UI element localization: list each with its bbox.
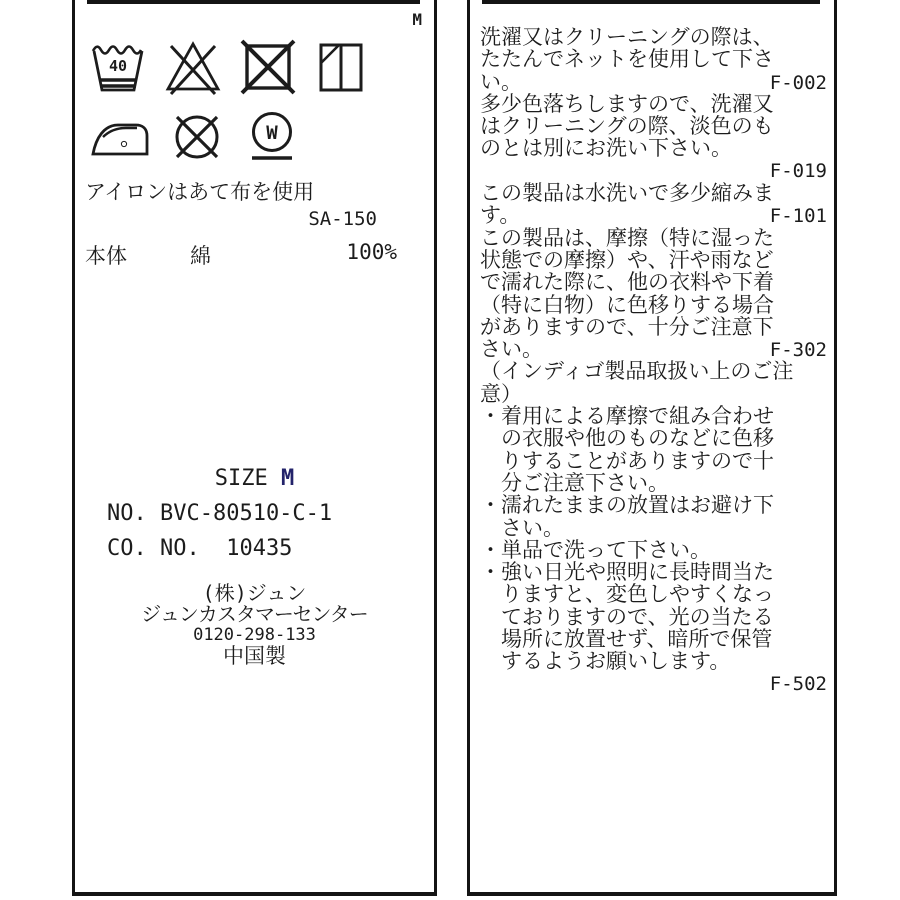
care-text-line <box>480 539 829 561</box>
care-text-line <box>480 71 829 93</box>
care-text-line <box>480 405 829 427</box>
line-text: 多少色落ちしますので、洗濯又 <box>480 91 774 116</box>
line-text: ・着用による摩擦で組み合わせ <box>480 404 774 429</box>
line-text: 場所に放置せず、暗所で保管 <box>480 627 773 652</box>
line-text: ・濡れたままの放置はお避け下 <box>480 493 774 518</box>
customer-phone: 0120-298-133 <box>193 625 316 645</box>
line-text: がありますので、十分ご注意下 <box>480 314 774 339</box>
care-symbols-row-2 <box>85 108 424 166</box>
care-text-line <box>480 316 829 338</box>
care-label-left-panel <box>72 0 437 896</box>
line-text: さい。 <box>480 337 543 362</box>
care-text-line <box>480 383 829 405</box>
care-text-line <box>480 494 829 516</box>
line-text: 状態での摩擦）や、汗や雨など <box>480 247 774 272</box>
care-text-line <box>480 650 829 672</box>
line-text: ・強い日光や照明に長時間当た <box>480 560 774 585</box>
line-text: で濡れた際に、他の衣料や下着 <box>480 270 774 295</box>
care-text-line <box>480 249 829 271</box>
line-text: （特に白物）に色移りする場合 <box>480 292 774 317</box>
fabric-composition-row <box>85 240 424 268</box>
wet-clean-gentle-icon <box>244 108 300 166</box>
line-dry-in-shade-icon <box>315 38 367 96</box>
company-block <box>85 583 424 667</box>
line-text: はクリーニングの際、淡色のも <box>480 114 774 139</box>
line-text: す。 <box>480 203 521 228</box>
product-number-line: NO. BVC-80510-C-1 <box>107 501 333 526</box>
line-text: たたんでネットを使用して下さ <box>480 47 774 72</box>
do-not-tumble-dry-icon <box>240 38 296 96</box>
line-text: りすることがありますので十 <box>480 448 774 473</box>
care-text-line <box>480 360 829 382</box>
care-text-line <box>480 271 829 293</box>
care-text-line <box>480 227 829 249</box>
line-text: 洗濯又はクリーニングの際は、 <box>480 25 774 49</box>
panel-top-border <box>482 0 820 4</box>
iron-low-icon <box>90 108 150 166</box>
care-text-line <box>480 673 829 695</box>
care-text-line <box>480 93 829 115</box>
care-text-line <box>480 204 829 226</box>
care-text-line <box>480 338 829 360</box>
composition-material: 綿 <box>190 244 211 268</box>
co-number-line: CO. NO. 10435 <box>107 536 293 561</box>
customer-center-name: ジュンカスタマーセンター <box>141 602 368 626</box>
size-label: SIZE <box>214 466 281 491</box>
line-code: F-019 <box>769 159 827 182</box>
line-text: この製品は水洗いで多少縮みま <box>480 181 774 206</box>
line-code: F-101 <box>769 205 827 228</box>
care-text-line <box>480 583 829 605</box>
care-instructions-text <box>470 0 834 695</box>
company-name: (株)ジュン <box>202 581 307 605</box>
care-text-line <box>480 628 829 650</box>
care-text-line <box>480 517 829 539</box>
care-text-line <box>480 606 829 628</box>
line-text: するようお願いします。 <box>480 649 731 674</box>
line-text: さい。 <box>480 515 564 540</box>
svg-text:40: 40 <box>108 57 128 75</box>
line-code: F-502 <box>769 672 827 695</box>
line-code: F-302 <box>769 339 827 362</box>
line-text: のとは別にお洗い下さい。 <box>480 136 732 161</box>
country-of-origin: 中国製 <box>223 644 286 668</box>
line-code: F-002 <box>769 71 827 94</box>
care-text-line <box>480 561 829 583</box>
care-label-right-panel <box>467 0 837 896</box>
line-text: の衣服や他のものなどに色移 <box>480 426 774 451</box>
composition-percent: 100% <box>346 240 397 264</box>
svg-text:W: W <box>266 122 278 144</box>
care-text-line <box>480 115 829 137</box>
do-not-bleach-icon <box>165 38 221 96</box>
size-tag-top: M <box>412 10 422 29</box>
care-symbols-row-1 <box>85 38 424 96</box>
care-text-line <box>480 137 829 159</box>
do-not-dry-clean-icon <box>169 108 225 166</box>
care-text-line <box>480 160 829 182</box>
iron-instruction-text: アイロンはあて布を使用 <box>85 180 315 204</box>
line-text: ておりますので、光の当たる <box>480 604 774 629</box>
line-text: 分ご注意下さい。 <box>480 470 669 495</box>
line-text: ・単品で洗って下さい。 <box>480 537 711 562</box>
line-text: この製品は、摩擦（特に湿った <box>480 225 774 250</box>
size-value: M <box>280 466 295 491</box>
care-text-line <box>480 26 829 48</box>
line-text: （インディゴ製品取扱い上のご注 <box>480 359 794 384</box>
line-text: 意） <box>480 381 522 406</box>
symbol-standard-code: SA-150 <box>308 208 377 230</box>
care-text-line <box>480 48 829 70</box>
care-text-line <box>480 427 829 449</box>
size-line <box>85 466 424 491</box>
care-text-line <box>480 472 829 494</box>
care-text-line <box>480 450 829 472</box>
composition-part-label: 本体 <box>85 244 127 268</box>
line-text: りますと、変色しやすくなっ <box>480 582 774 607</box>
machine-wash-40-gentle-icon <box>90 38 146 96</box>
care-text-line <box>480 294 829 316</box>
care-text-line <box>480 182 829 204</box>
line-text: い。 <box>480 69 522 94</box>
